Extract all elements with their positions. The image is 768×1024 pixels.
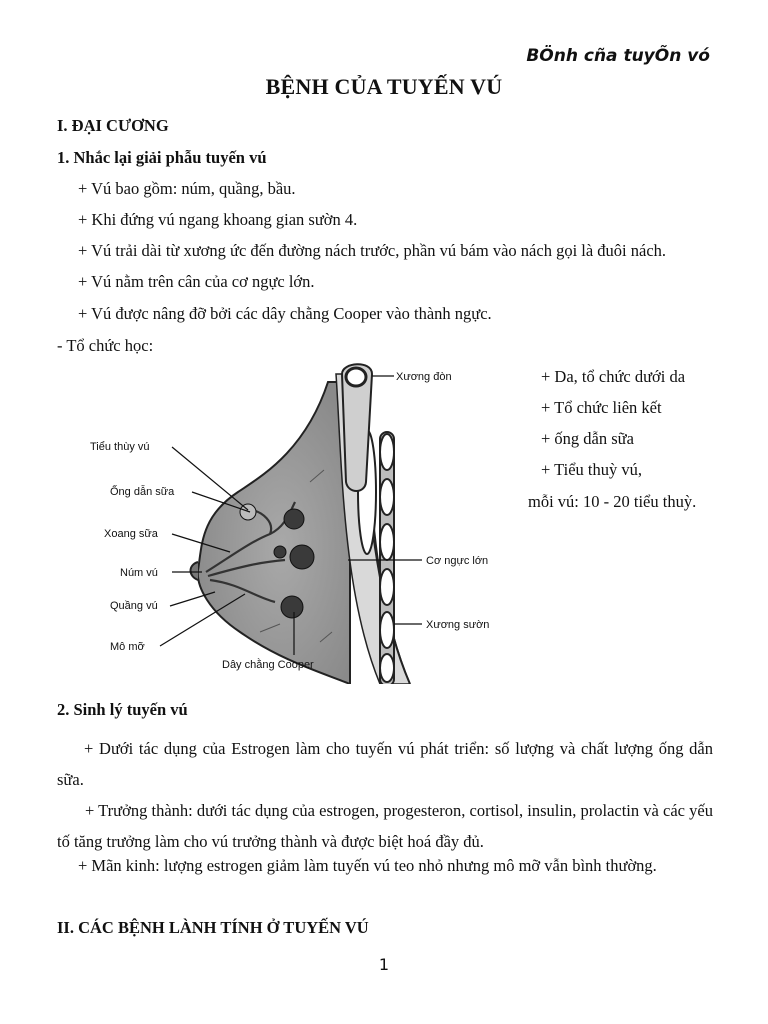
- anatomy-item: + Vú được nâng đỡ bởi các dây chằng Cooper vào thành ngực.: [78, 304, 492, 323]
- breast-anatomy-figure: [80, 362, 520, 684]
- label-cooper-ligament: Dây chằng Cooper: [222, 659, 314, 671]
- nipple: [191, 562, 199, 580]
- label-nipple: Núm vú: [120, 567, 158, 579]
- histology-item: + Tiểu thuỳ vú,: [541, 460, 642, 479]
- histology-item: + ống dẫn sữa: [541, 429, 634, 448]
- histology-item: + Tổ chức liên kết: [541, 398, 662, 417]
- section-2-heading: II. CÁC BỆNH LÀNH TÍNH Ở TUYẾN VÚ: [57, 918, 369, 937]
- histology-item: mỗi vú: 10 - 20 tiểu thuỳ.: [528, 492, 697, 511]
- physiology-paragraph: + Dưới tác dụng của Estrogen làm cho tuyến vú phát triển: số lượng và chất lượng ống dẫn sữa.: [57, 739, 713, 789]
- rib-column: [380, 432, 394, 684]
- document-title: BỆNH CỦA TUYẾN VÚ: [265, 74, 503, 99]
- histology-item: + Da, tổ chức dưới da: [541, 367, 686, 386]
- label-areola: Quầng vú: [110, 600, 158, 612]
- label-lobule: Tiểu thùy vú: [90, 441, 150, 453]
- page-number: 1: [378, 955, 390, 974]
- anatomy-item: + Khi đứng vú ngang khoang gian sườn 4.: [78, 210, 358, 229]
- subsection-physiology-heading: 2. Sinh lý tuyến vú: [57, 700, 188, 719]
- label-pectoralis-major: Cơ ngực lớn: [426, 555, 489, 567]
- label-lactiferous-sinus: Xoang sữa: [104, 528, 158, 540]
- section-1-heading: I. ĐẠI CƯƠNG: [57, 116, 169, 135]
- label-rib: Xương sườn: [426, 619, 490, 631]
- label-fat-tissue: Mô mỡ: [110, 641, 145, 653]
- histology-label: - Tổ chức học:: [57, 336, 154, 355]
- label-clavicle: Xương đòn: [396, 371, 452, 383]
- anatomy-item: + Vú nằm trên cân của cơ ngực lớn.: [78, 272, 315, 291]
- subsection-anatomy-heading: 1. Nhắc lại giải phẫu tuyến vú: [57, 148, 267, 167]
- anatomy-item: + Vú trải dài từ xương ức đến đường nách trước, phần vú bám vào nách gọi là đuôi nách.: [78, 241, 667, 260]
- label-milk-duct: Ống dẫn sữa: [110, 486, 175, 498]
- physiology-paragraph: + Mãn kinh: lượng estrogen giảm làm tuyến vú teo nhỏ nhưng mô mỡ vẫn bình thường.: [78, 856, 657, 875]
- clavicle-head: [346, 368, 366, 386]
- anatomy-item: + Vú bao gồm: núm, quầng, bầu.: [78, 179, 296, 198]
- physiology-paragraph: + Trưởng thành: dưới tác dụng của estrogen, progesteron, cortisol, insulin, prolactin và các yếu tố tăng trưởng làm cho vú trưởng thành và được biệt hoá đầy đủ.: [57, 801, 713, 851]
- running-header: BÖnh cña tuyÕn vó: [526, 46, 710, 66]
